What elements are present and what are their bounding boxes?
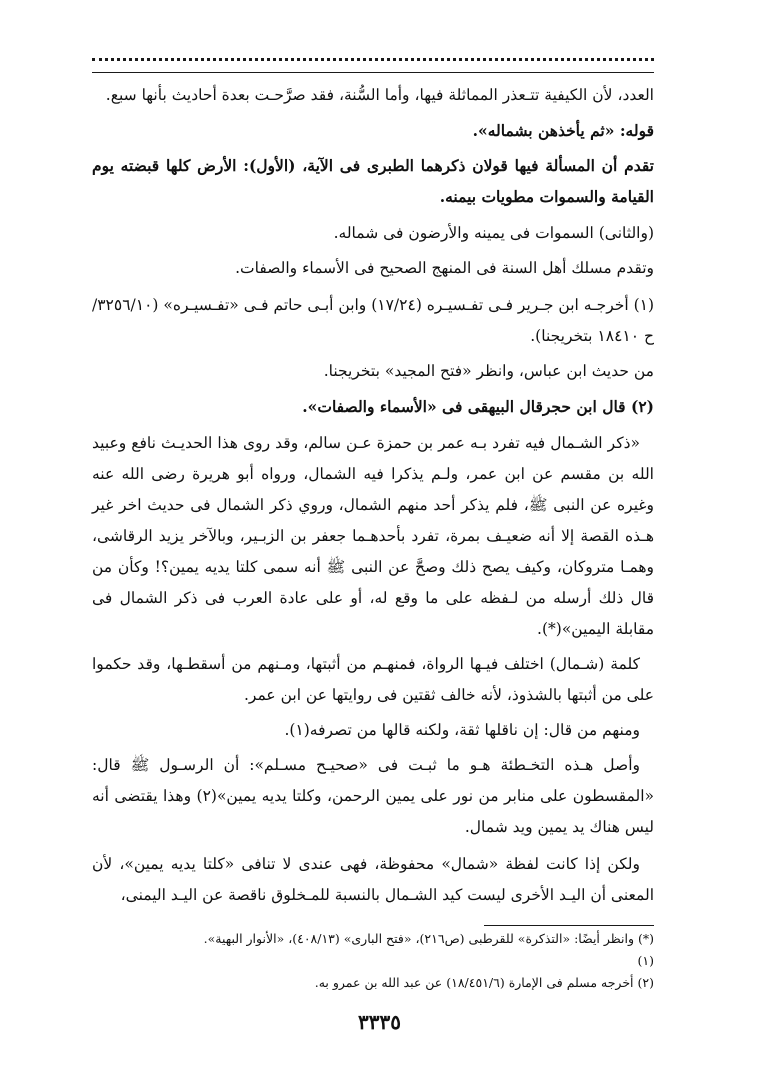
paragraph-two-opinions: تقدم أن المسألة فيها قولان ذكرهما الطبرى فى الآية، (الأول): الأرض كلها قبضته يوم القيامة والسموات مطويات بيمنه.	[92, 156, 654, 206]
paragraph-intro: العدد، لأن الكيفية تتـعذر المماثلة فيها، وأما السُّنة، فقد صرَّحـت بعدة أحاديث بأنها سبع.	[105, 86, 654, 104]
paragraph-ibn-abbas: من حديث ابن عباس، وانظر «فتح المجيد» بتخريجنا.	[323, 362, 654, 380]
header-dotted-rule	[92, 58, 654, 61]
paragraph-sahih-muslim: وأصل هـذه التخـطئة هـو ما ثبـت فى «صحيـح مسـلم»: أن الرسـول ﷺ قال: «المقسطون على منابر من نور على يمين الرحمن، وكلتا يديه يمين»(٢) وهذا يقتضى أنه ليس هناك يد يمين ويد شمال.	[92, 756, 654, 836]
paragraph-second-opinion: (والثانى) السموات فى يمينه والأرضون فى شماله.	[333, 224, 654, 242]
paragraph-trustworthy: ومنهم من قال: إن ناقلها ثقة، ولكنه قالها من تصرفه(١).	[284, 721, 640, 739]
paragraph-word-shimal: كلمة (شـمال) اختلف فيـها الرواة، فمنهـم من أثبتها، ومـنهم من أسقطـها، وقد حكموا على من أثبتها بالشذوذ، لأنه خالف ثقتين فى روايتها عن ابن عمر.	[92, 655, 654, 704]
footnotes-block	[150, 928, 654, 994]
paragraph-reference-tabari: (١) أخرجـه ابن جـرير فـى تفـسيـره (١٧/٢٤) وابن أبـى حاتم فـى «تفـسيـره» (٣٢٥٦/١٠/ح ١٨٤١٠ بتخريجنا).	[92, 296, 655, 345]
header-solid-rule	[92, 72, 654, 73]
footnote-1: (١)	[637, 953, 654, 968]
paragraph-quote-heading: قوله: «ثم يأخذهن بشماله».	[472, 121, 654, 140]
paragraph-conclusion: ولكن إذا كانت لفظة «شمال» محفوظة، فهى عندى لا تنافى «كلتا يديه يمين»، لأن المعنى أن اليـد الأخرى ليست كيد الشـمال بالنسبة للمـخلوق ناقصة عن اليـد اليمنى،	[92, 855, 654, 904]
paragraph-sunnah-method: وتقدم مسلك أهل السنة فى المنهج الصحيح فى الأسماء والصفات.	[235, 259, 654, 277]
main-text-block	[92, 80, 654, 915]
footnote-star: (*) وانظر أيضًا: «التذكرة» للقرطبى (ص٢١٦)، «فتح البارى» (٤٠٨/١٣)، «الأنوار البهية».	[203, 931, 654, 946]
paragraph-bayhaqi-quote: «ذكر الشـمال فيه تفرد بـه عمر بن حمزة عـن سالم، وقد روى هذا الحديـث نافع وعبيد الله بن مقسم عن ابن عمر، ولـم يذكرا فيه الشمال، ورواه أبو هريرة رضى الله عنه وغيره عن النبى ﷺ، فلم يذكر أحد منهم الشمال، وروي ذكر الشمال فى حديث اخر غير هـذه القصة إلا أنه ضعيـف بمرة، تفرد بأحدهـما جعفر بن الزبـير، وبالآخر يزيد الرقاشى، وهمـا متروكان، وكيف يصح ذلك وصحَّ عن النبى ﷺ أنه سمى كلتا يديه يمين؟! وكأن من قال ذلك أرسله من لـفظه على ما وقع له، أو على عادة العرب فى ذكر الشمال فى مقابلة اليمين»(*).	[92, 434, 654, 638]
page-number: ٣٣٣٥	[358, 1010, 401, 1034]
paragraph-ibn-hajar: (٢) قال ابن حجرقال البيهقى فى «الأسماء والصفات».	[302, 397, 654, 416]
footnote-separator	[484, 925, 654, 926]
footnote-2: (٢) أخرجه مسلم فى الإمارة (١٨/٤٥١/٦) عن عبد الله بن عمرو به.	[314, 975, 654, 990]
